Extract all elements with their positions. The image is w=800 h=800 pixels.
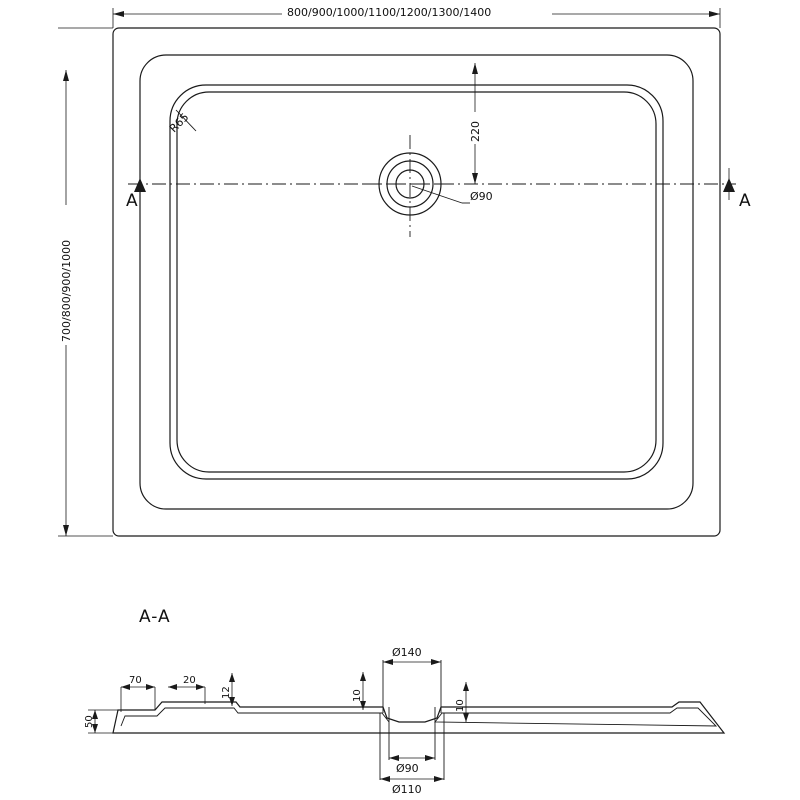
width-arrow-left — [113, 11, 124, 17]
drain-recess-depth-label: 10 — [352, 689, 363, 702]
d90-arrow-left — [389, 755, 399, 761]
width-arrow-right — [709, 11, 720, 17]
corner-radius-label: R65 — [166, 110, 192, 136]
drain-outer-diameter-label: Ø110 — [392, 783, 422, 796]
d140-arrow-right — [431, 659, 441, 665]
dim10b-arrow-top — [463, 682, 469, 691]
edge-width-label: 70 — [129, 675, 142, 686]
section-profile-outline — [113, 702, 724, 733]
d110-arrow-right — [434, 776, 444, 782]
drain-lip-depth-label: 10 — [455, 699, 466, 712]
top-view — [56, 4, 752, 536]
dim10a-arrow-top — [360, 672, 366, 681]
section-view-title: A-A — [139, 607, 171, 627]
height-dimension-label: 700/800/900/1000 — [60, 239, 73, 342]
dim12-arrow-top — [229, 673, 235, 682]
drain-top-diameter-label: Ø140 — [392, 646, 422, 659]
d90-arrow-right — [425, 755, 435, 761]
height-arrow-bottom — [63, 525, 69, 536]
width-dimension-label: 800/900/1000/1100/1200/1300/1400 — [287, 6, 492, 19]
section-marker-right-arrow — [723, 178, 735, 192]
d110-arrow-left — [380, 776, 390, 782]
total-height-label: 50 — [84, 715, 95, 728]
tray-outer-outline — [113, 28, 720, 536]
drain-offset-label: 220 — [469, 121, 482, 142]
dim20-arrow-right — [196, 684, 205, 690]
drain-diameter-label: Ø90 — [470, 190, 493, 203]
dim70-arrow-right — [146, 684, 155, 690]
step-width-label: 20 — [183, 675, 196, 686]
d140-arrow-left — [383, 659, 393, 665]
section-marker-left-label: A — [126, 191, 139, 211]
inner-depth-label: 12 — [221, 686, 232, 699]
dim20-arrow-left — [168, 684, 177, 690]
section-marker-right-label: A — [739, 191, 752, 211]
height-arrow-top — [63, 70, 69, 81]
drain-bore-diameter-label: Ø90 — [396, 762, 419, 775]
section-view — [84, 607, 724, 796]
